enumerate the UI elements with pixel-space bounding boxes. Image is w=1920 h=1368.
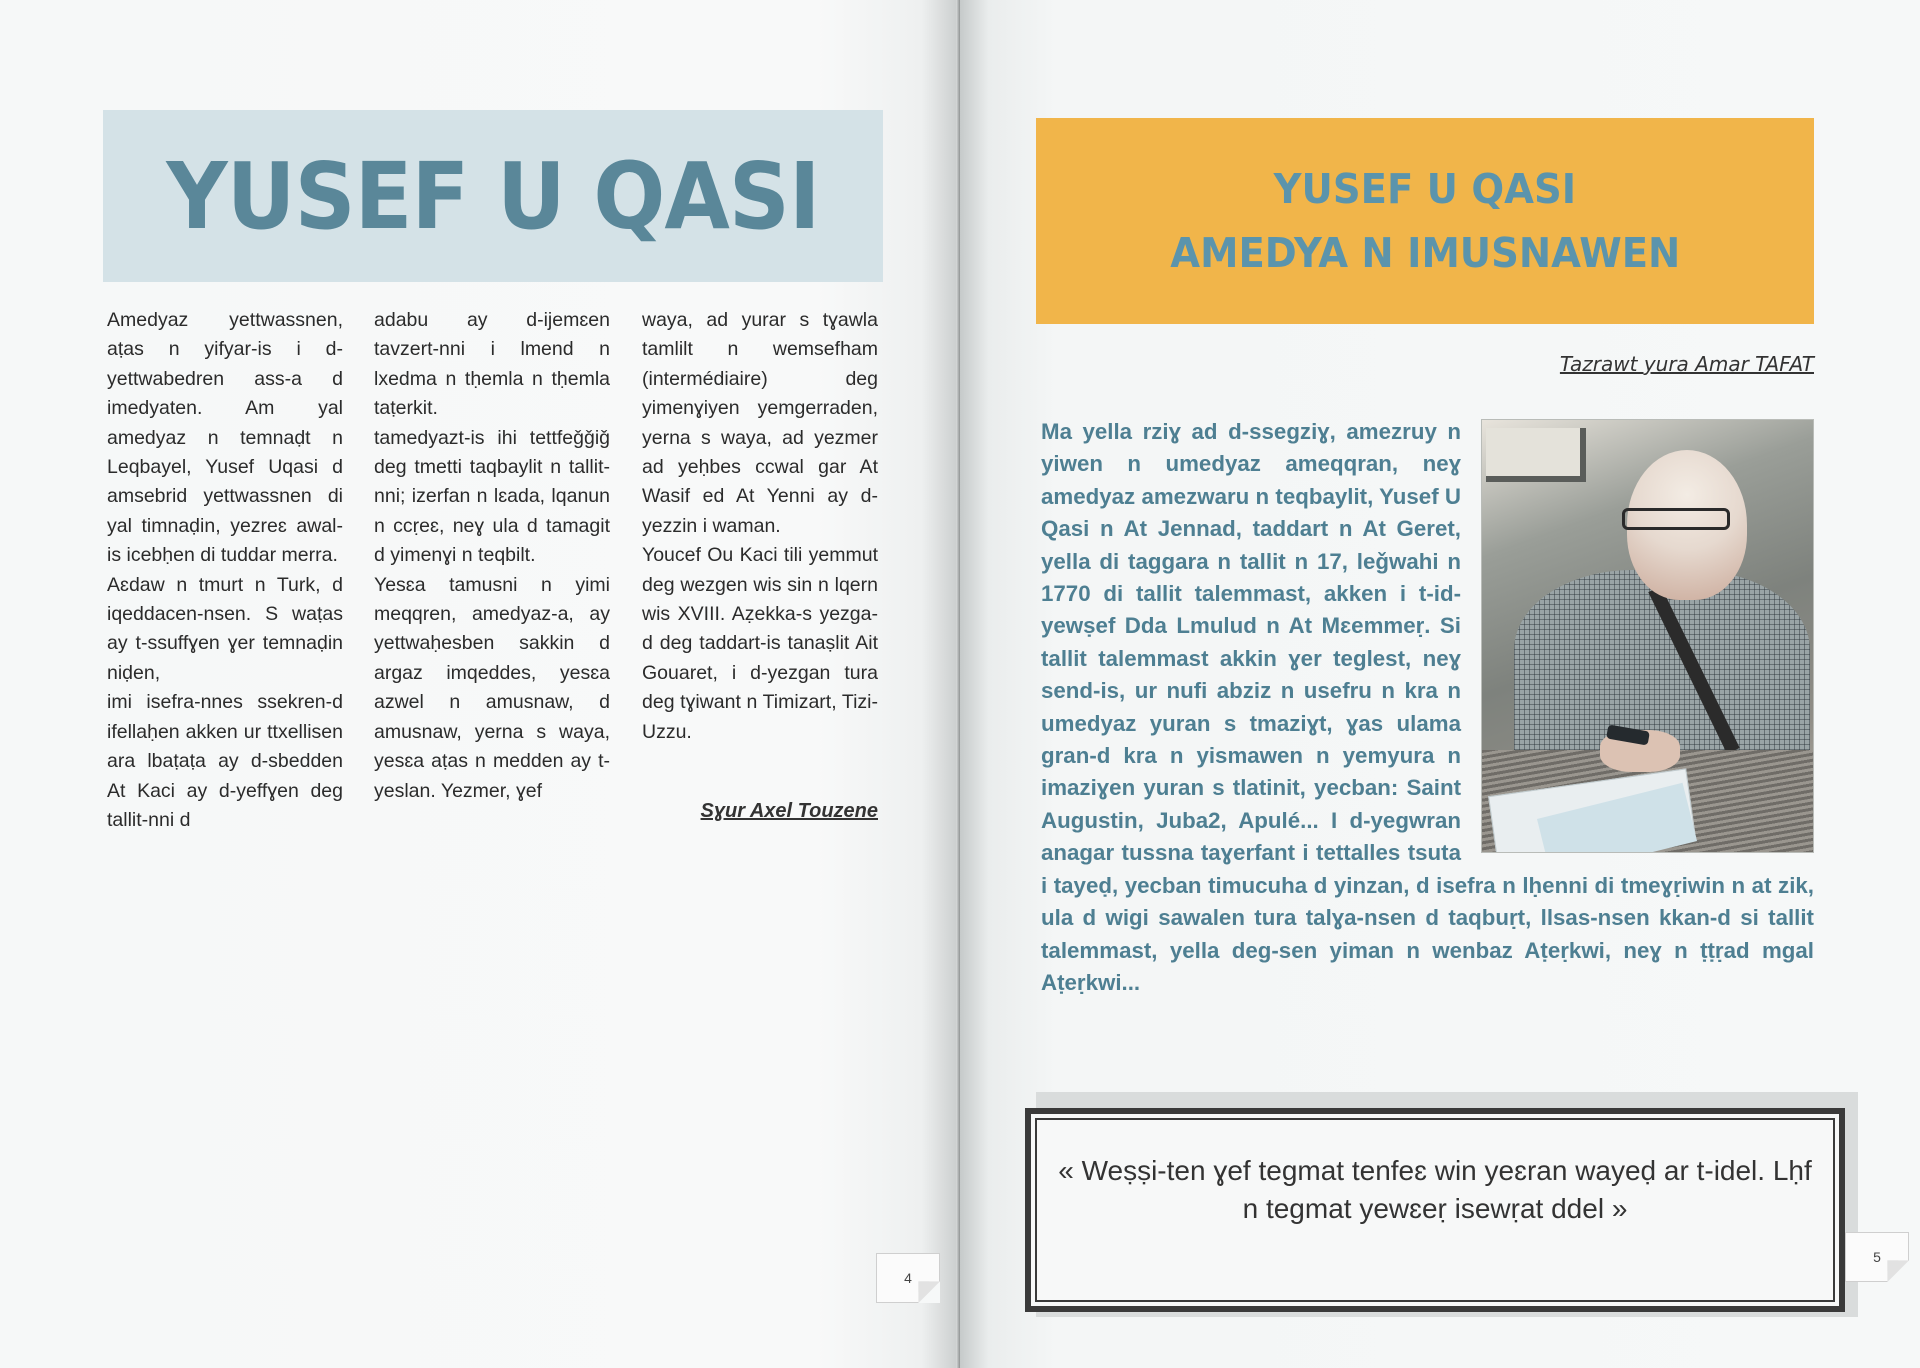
left-title-band [103,110,883,282]
quote-text: « Weṣṣi-ten ɣef tegmat tenfeɛ win yeɛran wayeḍ ar t-idel. Lḥf n tegmat yewɛeṛ isewṛat ddel » [1058,1155,1812,1224]
article-body [1041,416,1814,999]
page-number-label: 4 [904,1270,912,1286]
article-column-2 [374,306,610,806]
photo-glasses-detail [1622,508,1730,530]
article-byline: Tazrawt yura Amar TAFAT [1559,352,1814,376]
right-page-title: YUSEF U QASI [1273,165,1577,213]
page-number [1845,1232,1909,1282]
quote-box [1025,1108,1845,1312]
paragraph: tamedyazt-is ihi tettfeǧǧiǧ deg tmetti taqbaylit n tallit-nni; izerfan n lɛada, lqanun n ccṛeɛ, neɣ ula d tamagit d yimenɣi n teqbilt. [374,426,610,567]
photo-window-detail [1486,428,1586,482]
portrait-photo [1481,419,1814,853]
page-number-label: 5 [1873,1249,1881,1265]
article-column-1 [107,306,343,835]
article-body-text: Ma yella rziɣ ad d-ssegziɣ, amezruy n yiwen n umedyaz ameqqran, neɣ amedyaz amezwaru n teqbaylit, Yusef U Qasi n At Jennad, taddart n At Geret, yella di taggara n tallit n 17, leǧwahi n 1770 di tallit talemmast, akken i t-id-yewṣef Dda Lmulud n At Mɛemmeṛ. Si tallit talemmast akkin ɣer teglest, neɣ send-is, ur nufi abziz n usefru n kra n umedyaz yuran s tmaziɣt, ɣas ulama gran-d kra n yismawen n yemyura n imaziɣen yuran s tlatinit, yecban: Saint Augustin, Juba2, Apulé... I d-yegwran anagar tussna taɣerfant i tettalles tsuta i tayeḍ, yecban timucuha d yinzan, d isefra n lḥenni di tmeɣṛiwin n at zik, ula d wigi sawalen tura talɣa-nsen d taqbuṛt, llsas-nsen kkan-d si tallit talemmast, yella deg-sen yiman n wenbaz Aṭeṛkwi, neɣ n ṭṭṛad mgal Aṭeṛkwi... [1041,419,1814,995]
paragraph: Yesɛa tamusni n yimi meqqren, amedyaz-a, ay yettwaḥesben sakkin d argaz imqeddes, yesɛa azwel n amusnaw, d amusnaw, yerna s waya, yesɛa aṭas n medden ay t-yeslan. Yezmer, ɣef [374,573,610,802]
paragraph: imi isefra-nnes ssekren-d ifellaḥen akken ur ttxellisen ara lbaṭaṭa ay d-sbedden At Kaci ay d-yeffɣen deg tallit-nni d [107,691,343,831]
right-page-subtitle: AMEDYA N IMUSNAWEN [1169,229,1681,277]
paragraph: Aɛdaw n tmurt n Turk, d iqeddacen-nsen. S waṭas ay t-ssuffɣen ɣer temnaḍin niḍen, [107,573,343,684]
paragraph: Youcef Ou Kaci tili yemmut deg wezgen wis sin n lqern wis XVIII. Aẓekka-s yezga-d deg taddart-is tanaṣlit Ait Gouaret, i d-yezgan tura deg tɣiwant n Timizart, Tizi-Uzzu. [642,544,878,743]
paragraph: Amedyaz yettwassnen, aṭas n yifyar-is i d-yettwabedren ass-a d imedyaten. Am yal amedyaz n temnaḍt n Leqbayel, Yusef Uqasi d amsebrid yettwassnen di yal timnaḍin, yezreɛ awal-is icebḥen di tuddar merra. [107,309,343,567]
paragraph: adabu ay d-ijemɛen tavzert-nni i lmend n lxedma n tḥemla n tḥemla taṭerkit. [374,309,610,420]
author-signature: Sɣur Axel Touzene [700,800,878,822]
right-title-band [1036,118,1814,324]
left-page-title: YUSEF U QASI [166,142,820,250]
paragraph: waya, ad yurar s tɣawla tamlilt n wemsefham (intermédiaire) deg yimenɣiyen yemgerraden, yerna s waya, ad yezmer ad yeḥbes ccwal gar At Wasif ed At Yenni ay d-yezzin i waman. [642,309,878,537]
article-column-3 [642,306,878,747]
page-number [876,1253,940,1303]
